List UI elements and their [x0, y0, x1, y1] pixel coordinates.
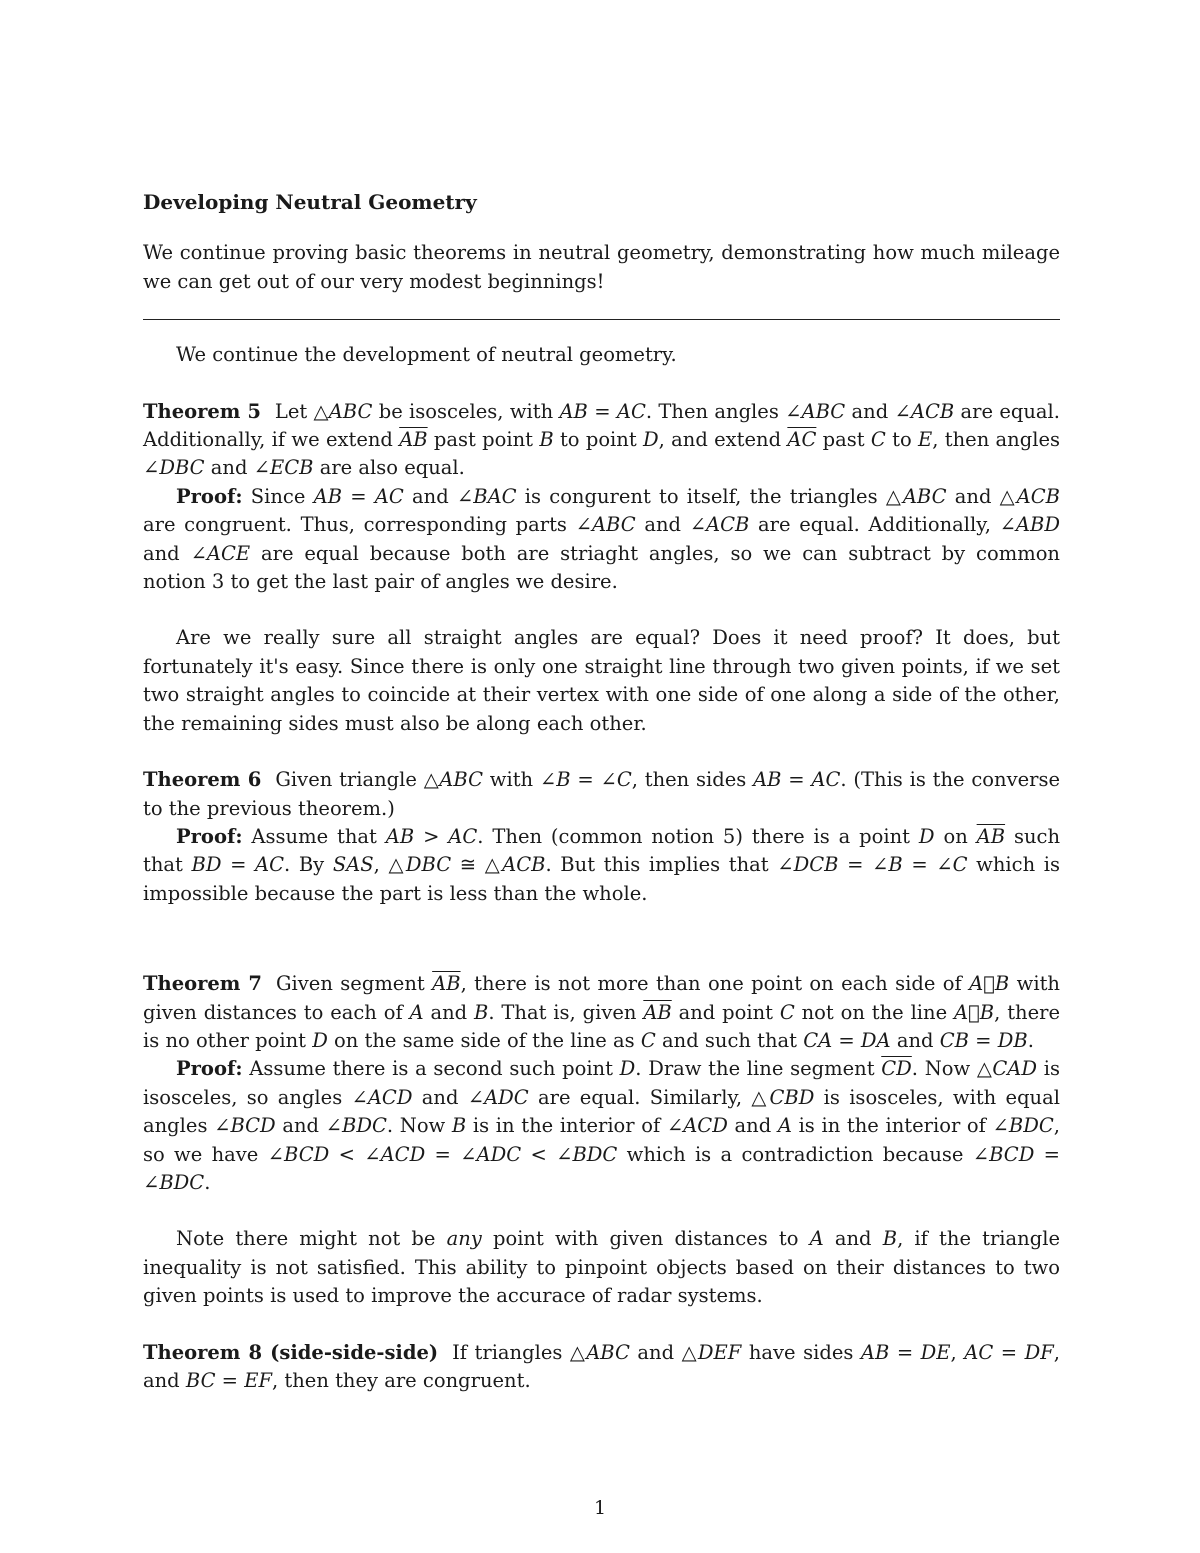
math: AC = DF: [964, 1340, 1054, 1364]
math: AB = AC: [313, 484, 404, 508]
math: A: [777, 1114, 792, 1138]
math: D: [918, 824, 935, 848]
note-paragraph: [143, 1225, 1060, 1310]
text: not on the line: [794, 1000, 955, 1024]
theorem-8: [143, 1339, 1060, 1396]
proof-label: Proof:: [176, 484, 243, 508]
math: A: [409, 1000, 424, 1024]
math: ∠ACB: [689, 513, 750, 537]
text: If triangles △: [452, 1340, 587, 1364]
math: B: [474, 1000, 489, 1024]
text: , then they are congruent.: [272, 1369, 531, 1392]
theorem-5: [143, 398, 1060, 483]
math: D: [619, 1057, 636, 1081]
text: . But this implies that: [545, 853, 778, 877]
math: ACB: [1016, 484, 1061, 508]
math: ∠BDC: [992, 1114, 1054, 1138]
segment: $\overline{AC}$: [787, 428, 817, 452]
text: , there is no other point: [143, 1000, 1060, 1052]
text: point with given distances to: [481, 1227, 810, 1251]
text: ,: [950, 1340, 965, 1364]
document-title: Developing Neutral Geometry: [143, 190, 477, 214]
text: which is impossible because the part is less than the whole.: [143, 853, 1060, 905]
text: with given distances to each of: [143, 972, 1060, 1024]
emphasis: any: [446, 1227, 482, 1251]
math: ABC: [439, 768, 483, 792]
text: are equal. Similarly, △: [528, 1085, 770, 1109]
math: B: [882, 1227, 898, 1251]
text: , and extend: [658, 428, 788, 452]
math: ∠ACB: [894, 399, 955, 423]
text: on: [934, 824, 977, 848]
text: past: [816, 428, 871, 452]
text: . Draw the line segment: [635, 1057, 882, 1081]
text: Since: [242, 484, 314, 508]
text: be isosceles, with: [372, 399, 560, 423]
math: ∠B = ∠C: [539, 768, 632, 792]
math: ∠BCD: [214, 1114, 276, 1138]
math: ∠ACD: [666, 1114, 728, 1138]
segment: $\overline{AB}$: [643, 1000, 672, 1024]
math: ABC: [902, 484, 947, 508]
text: are equal. Additionally, if we extend: [143, 399, 1060, 452]
text: Given segment: [275, 972, 433, 996]
math: ∠ABD: [999, 513, 1060, 537]
math: BD = AC: [191, 853, 285, 877]
math: AB = DE: [860, 1340, 951, 1364]
math: ACB: [502, 853, 546, 877]
math: ∠BDC: [325, 1114, 387, 1138]
math: ∠BCD = ∠BDC: [143, 1142, 1061, 1194]
math: C: [640, 1028, 656, 1052]
math: D: [312, 1028, 328, 1052]
text: and: [143, 541, 191, 565]
text: .: [204, 1170, 211, 1194]
text: on the same side of the line as: [327, 1028, 641, 1052]
math: DBC: [405, 853, 452, 877]
text: is isosceles, with equal angles: [143, 1085, 1060, 1138]
text: . (This is the converse to the previous theorem.): [143, 768, 1060, 820]
text: , there is not more than one point on each side of: [460, 972, 970, 996]
text: have sides: [741, 1340, 861, 1364]
text: and △: [946, 484, 1017, 508]
text: and point: [671, 1000, 780, 1024]
text: with: [483, 768, 540, 792]
math: D: [643, 428, 659, 452]
text: and: [845, 399, 895, 423]
text: and: [204, 456, 254, 480]
math: ∠ABC: [785, 399, 846, 423]
math: AB = AC: [753, 768, 841, 792]
text: . By: [284, 853, 333, 877]
math: ∠ECB: [253, 456, 314, 480]
intro-paragraph: We continue proving basic theorems in neutral geometry, demonstrating how much mileage we can get out of our very modest beginnings!: [143, 241, 1060, 293]
text: . Then (common notion 5) there is a point: [477, 824, 919, 848]
proof-5: [143, 483, 1060, 597]
proof-label: Proof:: [176, 1057, 243, 1081]
text: is congurent to itself, the triangles △: [516, 484, 903, 508]
line: A⃡B: [969, 972, 1010, 996]
text: , then angles: [932, 428, 1060, 452]
text: .: [1027, 1028, 1034, 1052]
text: Given triangle △: [275, 768, 440, 792]
math: AB = AC: [559, 399, 646, 423]
math: CA = DA: [803, 1028, 891, 1052]
text: and such that: [655, 1028, 804, 1052]
text: . Now △: [911, 1057, 993, 1081]
text: ≅ △: [451, 853, 503, 877]
text: , and: [143, 1340, 1060, 1392]
text: is isosceles, so angles: [143, 1057, 1060, 1109]
page-number: 1: [593, 1497, 607, 1519]
math: ∠ADC: [467, 1085, 529, 1109]
text: Note there might not be: [176, 1227, 447, 1251]
text: is in the interior of: [791, 1114, 993, 1138]
segment: $\overline{AB}$: [399, 428, 428, 452]
text: and: [823, 1227, 883, 1251]
math: E: [918, 428, 933, 452]
document-page: [143, 188, 1060, 1395]
text: is in the interior of: [466, 1114, 667, 1138]
math: ABC: [328, 399, 373, 423]
text: and: [412, 1085, 468, 1109]
proof-7: [143, 1055, 1060, 1197]
text: . That is, given: [488, 1000, 644, 1024]
math: CAD: [992, 1057, 1038, 1081]
theorem-label: Theorem 8 (side-side-side): [143, 1340, 439, 1364]
proof-label: Proof:: [176, 824, 243, 848]
math: C: [870, 428, 886, 452]
math: ∠BCD < ∠ACD = ∠ADC < ∠BDC: [267, 1142, 618, 1166]
text: are equal. Additionally,: [749, 513, 1000, 537]
math: C: [779, 1000, 795, 1024]
text: to: [885, 428, 919, 452]
theorem-6: [143, 766, 1060, 823]
text: and: [727, 1114, 778, 1138]
text: are also equal.: [313, 456, 465, 480]
text: , so we have: [143, 1114, 1060, 1166]
math: BC = EF: [185, 1369, 272, 1392]
text: and: [423, 1000, 475, 1024]
text: , if the triangle inequality is not satisfied. This ability to pinpoint objects based on their distances to two given points is used to improve the accurace of radar systems.: [143, 1227, 1060, 1308]
text: are congruent. Thus, corresponding parts: [143, 513, 576, 537]
math: B: [539, 428, 554, 452]
theorem-label: Theorem 5: [143, 399, 261, 423]
text: Let △: [274, 399, 329, 423]
continue-paragraph: We continue the development of neutral geometry.: [176, 343, 677, 367]
text: , △: [373, 853, 406, 877]
text: to point: [553, 428, 643, 452]
theorem-label: Theorem 6: [143, 768, 262, 792]
text: . Now: [386, 1114, 452, 1138]
theorem-label: Theorem 7: [143, 972, 262, 996]
text: , then sides: [631, 768, 754, 792]
text: and: [403, 484, 457, 508]
proof-6: [143, 823, 1060, 908]
text: such that: [143, 824, 1060, 877]
math: ∠BAC: [456, 484, 517, 508]
text: and: [635, 513, 690, 537]
text: Assume there is a second such point: [242, 1057, 620, 1081]
math: SAS: [332, 853, 374, 877]
text: past point: [427, 428, 540, 452]
horizontal-rule: [143, 319, 1060, 320]
segment: $\overline{AB}$: [432, 972, 461, 996]
text: Assume that: [242, 824, 386, 848]
math: CBD: [769, 1085, 815, 1109]
text: which is a contradiction because: [617, 1142, 973, 1166]
math: B: [451, 1114, 467, 1138]
text: are equal because both are striaght angles, so we can subtract by common notion 3 to get the last pair of angles we desire.: [143, 541, 1060, 594]
math: A: [809, 1227, 824, 1251]
math: ∠ABC: [575, 513, 636, 537]
math: AB > AC: [385, 824, 478, 848]
text: and: [275, 1114, 326, 1138]
math: CB = DB: [939, 1028, 1028, 1052]
text: and △: [629, 1340, 698, 1364]
math: DEF: [697, 1340, 742, 1364]
math: ∠ACD: [351, 1085, 413, 1109]
math: ABC: [586, 1340, 630, 1364]
math: ∠ACE: [190, 541, 251, 565]
text: . Then angles: [645, 399, 786, 423]
theorem-7: [143, 970, 1060, 1055]
math: ∠DCB = ∠B = ∠C: [777, 853, 968, 877]
segment: $\overline{AB}$: [976, 824, 1006, 848]
line: A⃡B: [954, 1000, 995, 1024]
text: and: [890, 1028, 940, 1052]
straight-angles-paragraph: Are we really sure all straight angles are equal? Does it need proof? It does, but fortunately it's easy. Since there is only one straight line through two given points, if we set two straight angles to coincide at their vertex with one side of one along a side of the other, the remaining sides must also be along each other.: [143, 626, 1060, 735]
math: ∠DBC: [143, 456, 205, 480]
segment: $\overline{CD}$: [881, 1057, 912, 1081]
